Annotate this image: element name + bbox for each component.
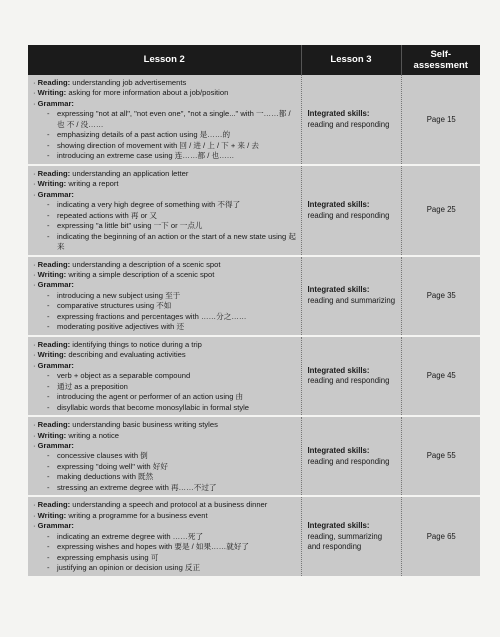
grammar-list bbox=[33, 371, 297, 413]
grammar-point: - emphasizing details of a past action using 是……的 bbox=[47, 130, 297, 140]
reading-text: understanding a speech and protocol at a business dinner bbox=[72, 500, 268, 510]
grammar-point: - indicating an extreme degree with ……死了 bbox=[47, 532, 297, 542]
reading-text: understanding job advertisements bbox=[72, 78, 187, 87]
reading-label: Reading: bbox=[37, 500, 71, 510]
grammar-point: - introducing the agent or performer of an action using 由 bbox=[47, 392, 297, 402]
reading-line: · Reading: understanding a description of a scenic spot bbox=[33, 259, 221, 269]
grammar-point: - verb + object as a separable compound bbox=[47, 371, 297, 381]
self-assessment-cell bbox=[401, 75, 480, 165]
integrated-text: reading and summarizing bbox=[307, 296, 396, 306]
grammar-point: - concessive clauses with 倒 bbox=[47, 451, 297, 461]
page-reference: Page 15 bbox=[426, 114, 456, 124]
lesson-2-cell bbox=[28, 165, 301, 256]
integrated-label: Integrated skills: bbox=[307, 109, 370, 119]
grammar-line: · Grammar: bbox=[33, 280, 74, 290]
grammar-line: · Grammar: bbox=[33, 441, 74, 450]
grammar-line: · Grammar: bbox=[33, 360, 74, 370]
writing-text: describing and evaluating activities bbox=[68, 350, 186, 360]
grammar-point: - expressing emphasis using 可 bbox=[47, 553, 297, 563]
writing-text: writing a programme for a business event bbox=[68, 510, 208, 520]
writing-label: Writing: bbox=[37, 510, 67, 520]
grammar-point: - 通过 as a preposition bbox=[47, 382, 297, 392]
reading-line: · Reading: understanding an application letter bbox=[33, 168, 189, 178]
lesson-2-cell bbox=[28, 496, 301, 576]
lesson-2-cell bbox=[28, 336, 301, 416]
reading-line: · Reading: identifying things to notice during a trip bbox=[33, 339, 202, 349]
reading-text: understanding an application letter bbox=[72, 168, 189, 178]
grammar-line: · Grammar: bbox=[33, 98, 74, 108]
integrated-text: reading and responding bbox=[307, 376, 390, 386]
writing-line: · Writing: writing a report bbox=[33, 179, 119, 189]
integrated-text: reading and responding bbox=[307, 456, 390, 466]
integrated-text: reading and responding bbox=[307, 210, 390, 220]
reading-label: Reading: bbox=[37, 339, 71, 349]
integrated-label: Integrated skills: bbox=[307, 285, 370, 295]
header-lesson-3: Lesson 3 bbox=[301, 45, 401, 75]
lesson-2-cell bbox=[28, 256, 301, 336]
grammar-list bbox=[33, 532, 297, 574]
page-reference: Page 55 bbox=[426, 451, 456, 461]
grammar-list bbox=[33, 109, 297, 161]
grammar-point: - introducing an extreme case using 连……都 / 也…… bbox=[47, 151, 297, 161]
reading-text: understanding basic business writing styles bbox=[72, 420, 218, 430]
grammar-line: · Grammar: bbox=[33, 521, 74, 531]
grammar-list bbox=[33, 451, 297, 493]
self-assessment-cell bbox=[401, 496, 480, 576]
lesson-3-cell bbox=[301, 416, 401, 496]
header-lesson-2: Lesson 2 bbox=[28, 45, 301, 75]
writing-label: Writing: bbox=[37, 350, 67, 360]
table-header-row bbox=[28, 45, 480, 75]
grammar-list bbox=[33, 200, 297, 252]
self-assessment-cell bbox=[401, 256, 480, 336]
grammar-point: - expressing "not at all", "not even one", "not a single..." with 一……都 / 也 不 / 没…… bbox=[47, 109, 297, 130]
lesson-3-cell bbox=[301, 336, 401, 416]
writing-label: Writing: bbox=[37, 430, 67, 440]
writing-line: · Writing: writing a programme for a business event bbox=[33, 510, 208, 520]
writing-text: writing a report bbox=[68, 179, 119, 189]
grammar-point: - expressing "a little bit" using 一下 or 一点儿 bbox=[47, 221, 297, 231]
grammar-point: - repeated actions with 再 or 又 bbox=[47, 211, 297, 221]
grammar-point: - expressing fractions and percentages with ……分之…… bbox=[47, 312, 297, 322]
writing-label: Writing: bbox=[37, 179, 67, 189]
reading-label: Reading: bbox=[37, 259, 71, 269]
grammar-point: - introducing a new subject using 至于 bbox=[47, 291, 297, 301]
syllabus-table-container bbox=[28, 45, 480, 578]
integrated-label: Integrated skills: bbox=[307, 199, 370, 209]
integrated-label: Integrated skills: bbox=[307, 365, 370, 375]
writing-line: · Writing: writing a simple description of a scenic spot bbox=[33, 269, 215, 279]
reading-text: identifying things to notice during a trip bbox=[72, 339, 202, 349]
table-row bbox=[28, 165, 480, 256]
reading-text: understanding a description of a scenic spot bbox=[72, 259, 221, 269]
reading-label: Reading: bbox=[37, 420, 71, 430]
grammar-line: · Grammar: bbox=[33, 189, 74, 199]
table-row bbox=[28, 256, 480, 336]
lesson-3-cell bbox=[301, 165, 401, 256]
writing-line: · Writing: asking for more information about a job/position bbox=[33, 88, 229, 98]
lesson-2-cell bbox=[28, 416, 301, 496]
grammar-point: - comparative structures using 不如 bbox=[47, 301, 297, 311]
writing-text: writing a simple description of a scenic spot bbox=[68, 269, 215, 279]
self-assessment-cell bbox=[401, 165, 480, 256]
table-row bbox=[28, 75, 480, 165]
writing-text: writing a notice bbox=[68, 430, 119, 440]
writing-label: Writing: bbox=[37, 269, 67, 279]
page-reference: Page 65 bbox=[426, 531, 456, 541]
grammar-point: - moderating positive adjectives with 还 bbox=[47, 322, 297, 332]
grammar-label: Grammar: bbox=[37, 98, 74, 108]
writing-label: Writing: bbox=[37, 88, 67, 98]
writing-line: · Writing: writing a notice bbox=[33, 430, 119, 440]
grammar-label: Grammar: bbox=[37, 189, 74, 199]
reading-label: Reading: bbox=[37, 168, 71, 178]
reading-line: · Reading: understanding basic business writing styles bbox=[33, 420, 218, 430]
reading-line: · Reading: understanding a speech and protocol at a business dinner bbox=[33, 500, 268, 510]
integrated-label: Integrated skills: bbox=[307, 520, 370, 530]
page-reference: Page 25 bbox=[426, 205, 456, 215]
writing-text: asking for more information about a job/position bbox=[68, 88, 229, 98]
grammar-point: - expressing wishes and hopes with 要是 / 如果……就好了 bbox=[47, 542, 297, 552]
header-self-assessment: Self- assessment bbox=[401, 45, 480, 75]
grammar-label: Grammar: bbox=[37, 360, 74, 370]
grammar-point: - making deductions with 既然 bbox=[47, 472, 297, 482]
lesson-2-cell bbox=[28, 75, 301, 165]
self-assessment-cell bbox=[401, 416, 480, 496]
grammar-point: - indicating the beginning of an action or the start of a new state using 起来 bbox=[47, 232, 297, 253]
integrated-text: reading and responding bbox=[307, 119, 390, 129]
page-reference: Page 35 bbox=[426, 290, 456, 300]
integrated-text: reading, summarizing and responding bbox=[307, 531, 383, 552]
grammar-point: - showing direction of movement with 回 / 进 / 上 / 下 + 来 / 去 bbox=[47, 141, 297, 151]
grammar-point: - indicating a very high degree of something with 不得了 bbox=[47, 200, 297, 210]
lesson-3-cell bbox=[301, 496, 401, 576]
lesson-3-cell bbox=[301, 256, 401, 336]
writing-line: · Writing: describing and evaluating activities bbox=[33, 350, 186, 360]
grammar-point: - disyllabic words that become monosyllabic in formal style bbox=[47, 403, 297, 413]
syllabus-table bbox=[28, 45, 480, 578]
grammar-label: Grammar: bbox=[37, 521, 74, 531]
reading-label: Reading: bbox=[37, 78, 71, 87]
grammar-label: Grammar: bbox=[37, 441, 74, 450]
integrated-label: Integrated skills: bbox=[307, 445, 370, 455]
reading-line: · Reading: understanding job advertisements bbox=[33, 78, 187, 87]
grammar-label: Grammar: bbox=[37, 280, 74, 290]
grammar-point: - justifying an opinion or decision using 反正 bbox=[47, 563, 297, 573]
grammar-point: - stressing an extreme degree with 再……不过了 bbox=[47, 483, 297, 493]
lesson-3-cell bbox=[301, 75, 401, 165]
page-reference: Page 45 bbox=[426, 371, 456, 381]
grammar-point: - expressing "doing well" with 好好 bbox=[47, 462, 297, 472]
grammar-list bbox=[33, 291, 297, 333]
table-row bbox=[28, 336, 480, 416]
table-row bbox=[28, 416, 480, 496]
self-assessment-cell bbox=[401, 336, 480, 416]
table-row bbox=[28, 496, 480, 576]
